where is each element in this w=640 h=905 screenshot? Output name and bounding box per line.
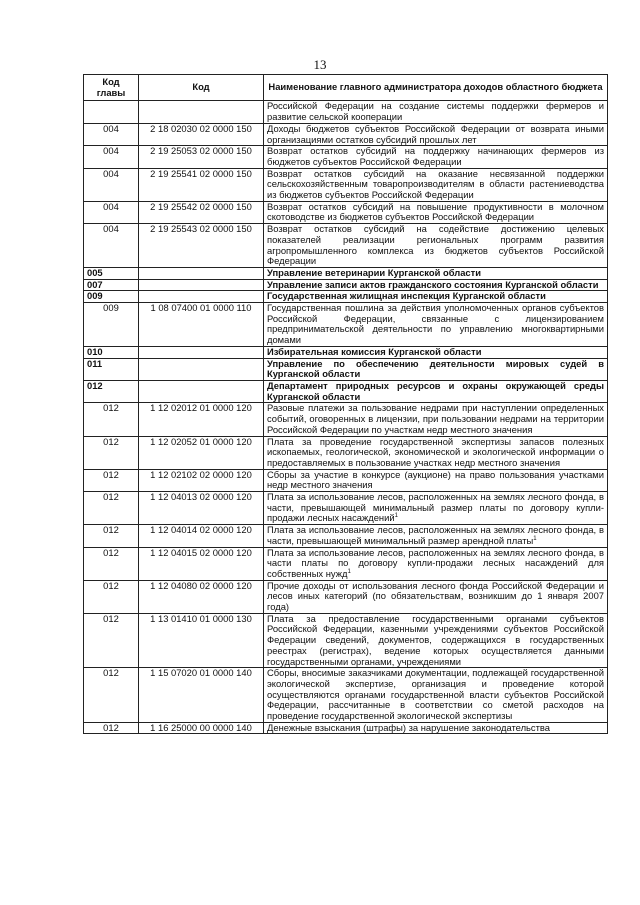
description-text: Плата за предоставление государственными органами субъектов Российской Федерации, казенными учреждениями субъектов Российской Федерации сведений, документов, содержащихся в государственных реестрах (регистрах), ведение которых осуществляется данными государственными органами, учреждениями [267,612,604,667]
table-row [84,525,608,547]
revenue-description-cell [264,168,608,201]
chapter-code-cell: 012 [84,492,139,525]
revenue-description-cell [264,224,608,268]
revenue-description-cell [264,722,608,734]
header-chapter-code: Код главы [84,75,139,101]
revenue-code-cell [139,380,264,402]
revenue-description-cell [264,525,608,547]
revenue-description-cell [264,146,608,168]
footnote-marker: 1 [533,535,537,542]
revenue-administrators-table [83,74,608,734]
chapter-code-cell: 010 [84,346,139,358]
table-row [84,722,608,734]
chapter-code-cell: 012 [84,403,139,436]
revenue-description-cell [264,123,608,145]
description-text: Плата за использование лесов, расположенных на землях лесного фонда, в части платы по договору купли-продажи лесных насаждений для собственных нужд [267,546,604,579]
revenue-code-cell: 1 12 02052 01 0000 120 [139,436,264,469]
revenue-description-cell [264,492,608,525]
chapter-code-cell: 005 [84,267,139,279]
description-text: Возврат остатков субсидий на поддержку начинающих фермеров из бюджетов субъектов Российской Федерации [267,145,604,167]
table-row [84,668,608,723]
table-row [84,146,608,168]
chapter-code-cell: 012 [84,668,139,723]
chapter-code-cell: 012 [84,469,139,491]
revenue-description-cell [264,613,608,668]
revenue-code-cell [139,291,264,303]
administrator-name-cell [264,291,608,303]
description-text: Прочие доходы от использования лесного фонда Российской Федерации и лесов иных категорий (по обязательствам, возникшим до 1 января 2007 года) [267,579,604,613]
table-row [84,436,608,469]
revenue-description-cell [264,403,608,436]
administrator-row [84,291,608,303]
description-text: Плата за проведение государственной экспертизы запасов полезных ископаемых, геологической, экономической и экологической информации о предоставляемых в пользование участках недр местного значения [267,435,604,468]
revenue-description-cell [264,580,608,613]
revenue-code-cell: 2 19 25543 02 0000 150 [139,224,264,268]
administrator-name-cell [264,358,608,380]
revenue-description-cell [264,547,608,580]
revenue-description-cell [264,101,608,123]
revenue-code-cell: 1 12 04014 02 0000 120 [139,525,264,547]
administrator-name-cell [264,380,608,402]
header-administrator-name: Наименование главного администратора доходов областного бюджета [264,75,608,101]
chapter-code-cell: 012 [84,525,139,547]
chapter-code-cell: 004 [84,146,139,168]
revenue-code-cell [139,346,264,358]
revenue-code-cell: 1 12 02102 02 0000 120 [139,469,264,491]
table-row [84,303,608,347]
table-row [84,201,608,223]
chapter-code-cell [84,101,139,123]
revenue-code-cell: 1 12 04080 02 0000 120 [139,580,264,613]
revenue-code-cell: 1 13 01410 01 0000 130 [139,613,264,668]
chapter-code-cell: 012 [84,436,139,469]
chapter-code-cell: 011 [84,358,139,380]
table-row [84,492,608,525]
revenue-code-cell [139,358,264,380]
chapter-code-cell: 004 [84,224,139,268]
revenue-description-cell [264,668,608,723]
table-body [84,101,608,734]
chapter-code-cell: 004 [84,123,139,145]
revenue-code-cell: 1 12 02012 01 0000 120 [139,403,264,436]
page-number: 13 [313,57,327,72]
table-row [84,123,608,145]
administrator-row [84,380,608,402]
description-text: Разовые платежи за пользование недрами при наступлении определенных событий, оговоренных в лицензии, при пользовании недрами на территории Российской Федерации по участкам недр местного значения [267,402,604,435]
table-row [84,469,608,491]
description-text: Возврат остатков субсидий на повышение продуктивности в молочном скотоводстве из бюджетов субъектов Российской Федерации [267,200,604,223]
table-row [84,580,608,613]
revenue-code-cell: 2 18 02030 02 0000 150 [139,123,264,145]
description-text: Возврат остатков субсидий на содействие достижению целевых показателей реализации региональных программ развития агропромышленного комплекса из бюджетов субъектов Российской Федерации [267,223,604,267]
chapter-code-cell: 012 [84,722,139,734]
header-code: Код [139,75,264,101]
description-text: Сборы за участие в конкурсе (аукционе) на право пользования участками недр местного значения [267,468,604,491]
description-text: Государственная жилищная инспекция Курганской области [267,290,546,302]
table-row [84,547,608,580]
administrator-name-cell [264,279,608,291]
chapter-code-cell: 012 [84,547,139,580]
chapter-code-cell: 012 [84,380,139,402]
chapter-code-cell: 009 [84,303,139,347]
revenue-code-cell: 2 19 25053 02 0000 150 [139,146,264,168]
description-text: Плата за использование лесов, расположенных на землях лесного фонда, в части, превышающей минимальный размер платы по договору купли-продажи лесных насаждений [267,491,604,524]
chapter-code-cell: 007 [84,279,139,291]
administrator-row [84,346,608,358]
description-text: Российской Федерации на создание системы поддержки фермеров и развитие сельской кооперации [267,100,604,123]
chapter-code-cell: 004 [84,168,139,201]
chapter-code-cell: 009 [84,291,139,303]
table-row [84,101,608,123]
revenue-description-cell [264,303,608,347]
footnote-marker: 1 [394,513,398,520]
description-text: Государственная пошлина за действия уполномоченных органов субъектов Российской Федерации, связанные с лицензированием предпринимательской деятельности по управлению многоквартирными домами [267,302,604,346]
description-text: Сборы, вносимые заказчиками документации, подлежащей государственной экологической экспертизе, организация и проведение которой осуществляются органами государственной власти субъектов Российской Федерации, рассчитанные в соответствии со сметой расходов на проведение государственной экологической экспертизы [267,667,604,722]
revenue-code-cell [139,279,264,291]
description-text: Управление по обеспечению деятельности мировых судей в Курганской области [267,357,604,380]
administrator-name-cell [264,346,608,358]
description-text: Плата за использование лесов, расположенных на землях лесного фонда, в части, превышающей минимальный размер арендной платы [267,524,604,546]
description-text: Доходы бюджетов субъектов Российской Федерации от возврата иными организациями остатков субсидий прошлых лет [267,122,604,145]
table-row [84,168,608,201]
administrator-row [84,358,608,380]
revenue-code-cell: 2 19 25542 02 0000 150 [139,201,264,223]
revenue-code-cell: 1 16 25000 00 0000 140 [139,722,264,734]
chapter-code-cell: 004 [84,201,139,223]
table-row [84,403,608,436]
footnote-marker: 1 [347,568,351,575]
description-text: Денежные взыскания (штрафы) за нарушение законодательства [267,721,550,733]
revenue-code-cell: 1 08 07400 01 0000 110 [139,303,264,347]
revenue-code-cell [139,101,264,123]
chapter-code-cell: 012 [84,580,139,613]
revenue-description-cell [264,436,608,469]
revenue-code-cell: 1 12 04015 02 0000 120 [139,547,264,580]
administrator-row [84,267,608,279]
description-text: Департамент природных ресурсов и охраны окружающей среды Курганской области [267,379,604,402]
revenue-code-cell [139,267,264,279]
description-text: Возврат остатков субсидий на оказание несвязанной поддержки сельскохозяйственным товаропроизводителям в области растениеводства из бюджетов субъектов Российской Федерации [267,167,604,201]
description-text: Избирательная комиссия Курганской области [267,345,482,357]
table-row [84,224,608,268]
chapter-code-cell: 012 [84,613,139,668]
table-header-row [84,75,608,101]
revenue-code-cell: 1 15 07020 01 0000 140 [139,668,264,723]
table-row [84,613,608,668]
revenue-code-cell: 1 12 04013 02 0000 120 [139,492,264,525]
revenue-code-cell: 2 19 25541 02 0000 150 [139,168,264,201]
description-text: Управление записи актов гражданского состояния Курганской области [267,278,599,290]
revenue-description-cell [264,469,608,491]
administrator-row [84,279,608,291]
revenue-description-cell [264,201,608,223]
administrator-name-cell [264,267,608,279]
description-text: Управление ветеринарии Курганской области [267,266,481,278]
